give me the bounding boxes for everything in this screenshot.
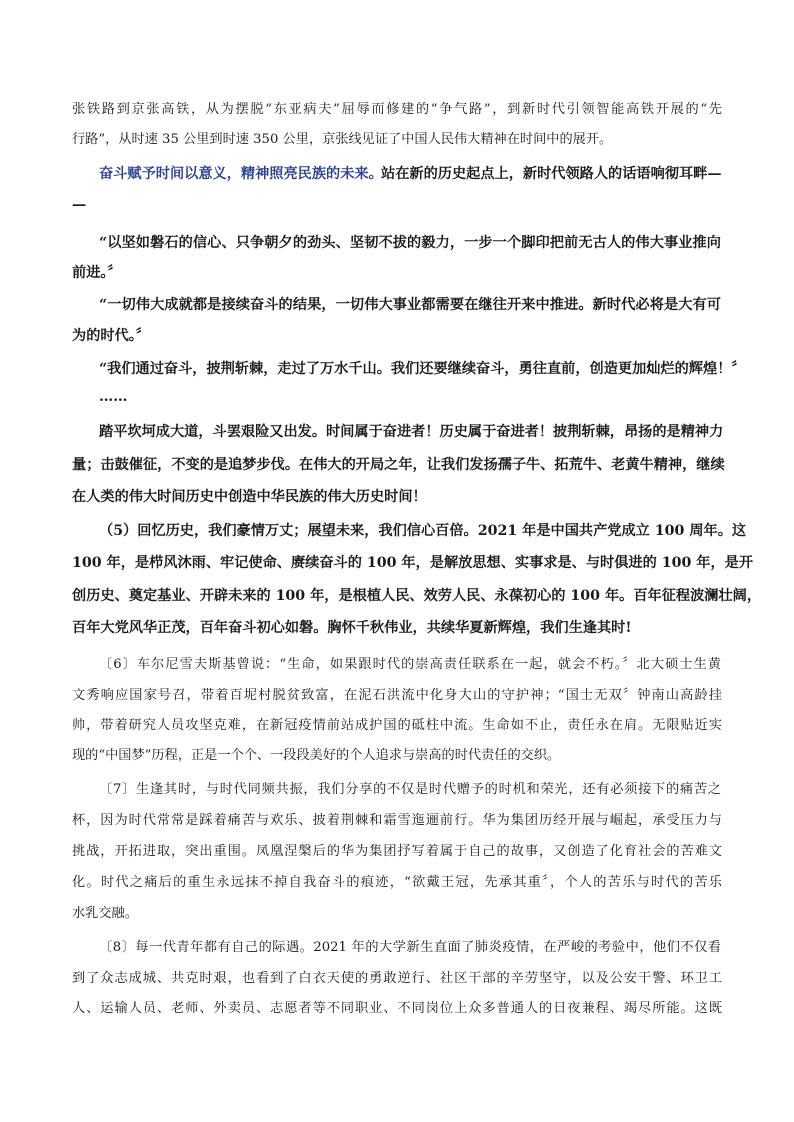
paragraph-8-line-2: 到了众志成城、共克时艰，也看到了白衣天使的勇敢逆行、社区干部的辛劳坚守，以及公安干警、环卫工 — [72, 971, 722, 986]
paragraph-7-line-2: 杯，因为时代常常是踩着痛苦与欢乐、披着荆棘和霜雪迤逦前行。华为集团历经开展与崛起，承受压力与 — [72, 813, 722, 828]
quote-2-line-2: 为的时代。〞 — [72, 328, 151, 344]
paragraph-6-line-2: 文秀响应国家号召，带着百坭村脱贫致富，在泥石洪流中化身大山的守护神；“国士无双〞钟南山高龄挂 — [72, 688, 722, 703]
thesis-highlight: 奋斗赋予时间以意义，精神照亮民族的未来。 — [99, 166, 383, 182]
paragraph-7-line-5: 水乳交融。 — [72, 906, 138, 921]
paragraph-6-line-3: 帅，带着研究人员攻坚克难，在新冠疫情前站成护国的砥柱中流。生命如不止，责任永在肩。无限贴近实 — [72, 718, 722, 733]
paragraph-8-line-1: 〔8〕每一代青年都有自己的际遇。2021 年的大学新生直面了肺炎疫情，在严峻的考验中，他们不仅看 — [99, 940, 721, 955]
paragraph-5-line-2: 100 年，是栉风沐雨、牢记使命、赓续奋斗的 100 年，是解放思想、实事求是、与时俱进的 100 年，是开 — [72, 555, 754, 571]
paragraph-5-line-1: （5）回忆历史，我们豪情万丈；展望未来，我们信心百倍。2021 年是中国共产党成立 100 周年。这 — [99, 523, 747, 539]
paragraph-1-line-1: 张铁路到京张高铁，从为摆脱“东亚病夫”屈辱而修建的“争气路”，到新时代引领智能高铁开展的“先 — [72, 102, 722, 117]
quote-3-ellipsis: …… — [99, 389, 128, 405]
paragraph-6-line-4: 现的“中国梦”历程，正是一个个、一段段美好的个人追求与崇高的时代责任的交织。 — [72, 748, 561, 763]
paragraph-2-line-1: 站在新的历史起点上，新时代领路人的话语响彻耳畔— — [381, 166, 722, 182]
paragraph-5-line-3: 创历史、奠定基业、开辟未来的 100 年，是根植人民、效劳人民、永葆初心的 100 年。百年征程波澜壮阔， — [72, 588, 762, 604]
quote-1-line-2: 前进。〞 — [72, 265, 122, 281]
quote-3-line-1: “我们通过奋斗，披荆斩棘，走过了万水千山。我们还要继续奋斗，勇往直前，创造更加灿烂的辉煌！〞 — [99, 361, 746, 377]
paragraph-8-line-3: 人、运输人员、老师、外卖员、志愿者等不同职业、不同岗位上众多普通人的日夜兼程、竭尽所能。这既 — [72, 1001, 722, 1016]
paragraph-1-line-2: 行路”，从时速 35 公里到时速 350 公里，京张线见证了中国人民伟大精神在时间中的展开。 — [72, 132, 613, 147]
paragraph-3-line-3: 在人类的伟大时间历史中创造中华民族的伟大历史时间！ — [72, 489, 427, 505]
quote-1-line-1: “以坚如磐石的信心、只争朝夕的劲头、坚韧不拔的毅力，一步一个脚印把前无古人的伟大事业推向 — [99, 235, 721, 251]
paragraph-7-line-1: 〔7〕生逢其时，与时代同频共振，我们分享的不仅是时代赠予的时机和荣光，还有必须接下的痛苦之 — [99, 782, 721, 797]
paragraph-3-line-1: 踏平坎坷成大道，斗罢艰险又出发。时间属于奋进者！历史属于奋进者！披荆斩棘，昂扬的是精神力 — [99, 424, 724, 440]
paragraph-7-line-3: 挑战，开拓进取，突出重围。凤凰涅槃后的华为集团抒写着属于自己的故事，又创造了化育社会的苦难文 — [72, 844, 722, 859]
paragraph-5-line-4: 百年大党风华正茂，百年奋斗初心如磐。胸怀千秋伟业，共续华夏新辉煌，我们生逢其时! — [72, 620, 632, 636]
paragraph-2-line-2: — — [72, 197, 87, 213]
paragraph-6-line-1: 〔6〕车尔尼雪夫斯基曾说：“生命，如果跟时代的崇高责任联系在一起，就会不朽。〞北大硕士生黄 — [99, 657, 721, 672]
quote-2-line-1: “一切伟大成就都是接续奋斗的结果，一切伟大事业都需要在继往开来中推进。新时代必将是大有可 — [99, 297, 721, 313]
paragraph-3-line-2: 量；击鼓催征，不变的是追梦步伐。在伟大的开局之年，让我们发扬孺子牛、拓荒牛、老黄牛精神，继续 — [72, 457, 725, 473]
paragraph-7-line-4: 化。时代之痛后的重生永远抹不掉自我奋斗的痕迹，“欲戴王冠，先承其重〞，个人的苦乐与时代的苦乐 — [72, 875, 722, 890]
